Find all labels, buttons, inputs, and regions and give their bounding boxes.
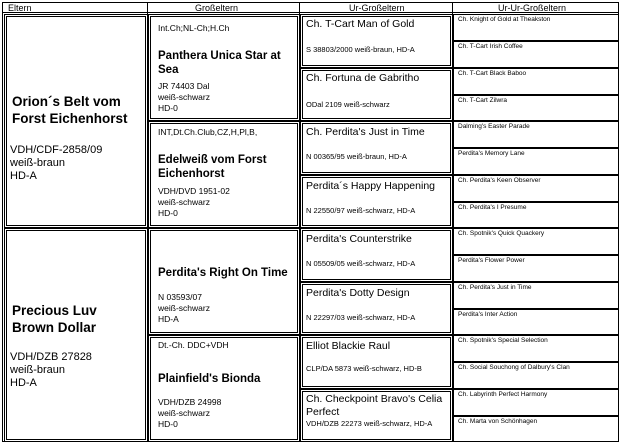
great-great-grandparent-name: Ch. Labyrinth Perfect Harmony bbox=[458, 391, 548, 398]
parent-name: Forst Eichenhorst bbox=[12, 111, 128, 126]
great-grandparent-name: Elliot Blackie Raul bbox=[306, 340, 391, 352]
grandparent-registration: VDH/DVD 1951-02 bbox=[158, 186, 230, 196]
great-grandparent-info: N 22297/03 weiß-schwarz, HD-A bbox=[306, 313, 416, 322]
grandparent-name: Edelweiß vom Forst bbox=[158, 154, 267, 166]
great-grandparent-info: VDH/DZB 22273 weiß-schwarz, HD-A bbox=[306, 419, 433, 428]
grandparent-color: weiß-schwarz bbox=[158, 197, 210, 207]
great-grandparent-name: Perdita´s Happy Happening bbox=[306, 180, 435, 192]
grandparent-titles: Dt.-Ch. DDC+VDH bbox=[158, 340, 229, 350]
great-great-grandparent-name: Ch. Perdita's Keen Observer bbox=[458, 177, 541, 184]
parent-dam-box bbox=[4, 228, 148, 442]
great-great-grandparent-name: Perdita's Flower Power bbox=[458, 257, 525, 264]
grandparent-titles: Int.Ch;NL-Ch;H.Ch bbox=[158, 23, 230, 33]
great-great-grandparent-name: Ch. T-Cart Black Baboo bbox=[458, 70, 527, 77]
grandparent-registration: N 03593/07 bbox=[158, 292, 202, 302]
header-great-great-grandparents: Ur-Ur-Großeltern bbox=[498, 3, 567, 13]
grandparent-color: weiß-schwarz bbox=[158, 408, 210, 418]
great-great-grandparent-name: Ch. Social Souchong of Dalbury's Clan bbox=[458, 364, 570, 371]
header-grandparents: Großeltern bbox=[195, 3, 239, 13]
header-great-grandparents: Ur-Großeltern bbox=[349, 3, 405, 13]
great-grandparent-name: Ch. Checkpoint Bravo's Celia bbox=[306, 393, 443, 405]
great-grandparent-name: Perdita's Dotty Design bbox=[306, 287, 410, 299]
grandparent-color: weiß-schwarz bbox=[158, 92, 210, 102]
great-grandparent-name: Perfect bbox=[306, 406, 340, 418]
great-grandparent-info: N 22550/97 weiß-schwarz, HD-A bbox=[306, 206, 416, 215]
grandparent-name: Panthera Unica Star at bbox=[158, 50, 281, 62]
great-great-grandparent-name: Perdita's Inter Action bbox=[458, 311, 518, 318]
grandparent-registration: VDH/DZB 24998 bbox=[158, 397, 222, 407]
great-great-grandparent-name: Ch. T-Cart Irish Coffee bbox=[458, 43, 523, 50]
great-grandparent-name: Ch. T-Cart Man of Gold bbox=[306, 18, 415, 30]
parent-hd: HD-A bbox=[10, 170, 37, 182]
header-parents: Eltern bbox=[8, 3, 32, 13]
great-grandparent-info: N 00365/95 weiß-braun, HD-A bbox=[306, 152, 407, 161]
great-great-grandparent-name: Ch. Spotnik's Special Selection bbox=[458, 337, 548, 344]
grandparent-hd: HD-0 bbox=[158, 419, 178, 429]
grandparent-name: Eichenhorst bbox=[158, 168, 225, 180]
grandparent-name: Sea bbox=[158, 64, 179, 76]
grandparent-color: weiß-schwarz bbox=[158, 303, 210, 313]
great-grandparent-name: Perdita's Counterstrike bbox=[306, 233, 412, 245]
grandparent-hd: HD-0 bbox=[158, 103, 178, 113]
great-grandparent-info: N 05509/05 weiß-schwarz, HD-A bbox=[306, 259, 416, 268]
grandparent-hd: HD-A bbox=[158, 314, 179, 324]
grandparent-hd: HD-0 bbox=[158, 208, 178, 218]
parent-color: weiß-braun bbox=[10, 157, 66, 169]
grandparent-name: Plainfield's Bionda bbox=[158, 373, 261, 385]
parent-name: Brown Dollar bbox=[12, 320, 97, 335]
parent-color: weiß-braun bbox=[10, 364, 66, 376]
great-grandparent-name: Ch. Fortuna de Gabritho bbox=[306, 72, 420, 84]
great-great-grandparent-name: Ch. Knight of Gold at Theakston bbox=[458, 16, 551, 23]
great-grandparent-info: S 38803/2000 weiß-braun, HD-A bbox=[306, 45, 415, 54]
parent-name: Precious Luv bbox=[12, 303, 97, 318]
great-great-grandparent-name: Ch. Perdita's Just in Time bbox=[458, 284, 532, 291]
great-great-grandparent-name: Dalming's Easter Parade bbox=[458, 123, 530, 130]
great-great-grandparent-name: Ch. Spotnik's Quick Quackery bbox=[458, 230, 545, 237]
parent-registration: VDH/CDF-2858/09 bbox=[10, 144, 103, 156]
parent-hd: HD-A bbox=[10, 377, 37, 389]
grandparent-name: Perdita's Right On Time bbox=[158, 267, 288, 279]
parent-name: Orion´s Belt vom bbox=[12, 94, 121, 109]
great-great-grandparent-name: Ch. Marta von Schönhagen bbox=[458, 418, 538, 425]
parent-registration: VDH/DZB 27828 bbox=[10, 351, 92, 363]
great-grandparent-info: ODal 2109 weiß-schwarz bbox=[306, 100, 390, 109]
great-grandparent-name: Ch. Perdita's Just in Time bbox=[306, 126, 425, 138]
great-great-grandparent-name: Ch. T-Cart Zilwra bbox=[458, 97, 507, 104]
great-grandparent-info: CLP/DA 5873 weiß-schwarz, HD-B bbox=[306, 364, 422, 373]
grandparent-titles: INT,Dt.Ch.Club,CZ,H,Pl,B, bbox=[158, 127, 258, 137]
grandparent-registration: JR 74403 Dal bbox=[158, 81, 210, 91]
great-great-grandparent-name: Ch. Perdita's I Presume bbox=[458, 204, 527, 211]
great-great-grandparent-name: Perdita's Memory Lane bbox=[458, 150, 525, 157]
